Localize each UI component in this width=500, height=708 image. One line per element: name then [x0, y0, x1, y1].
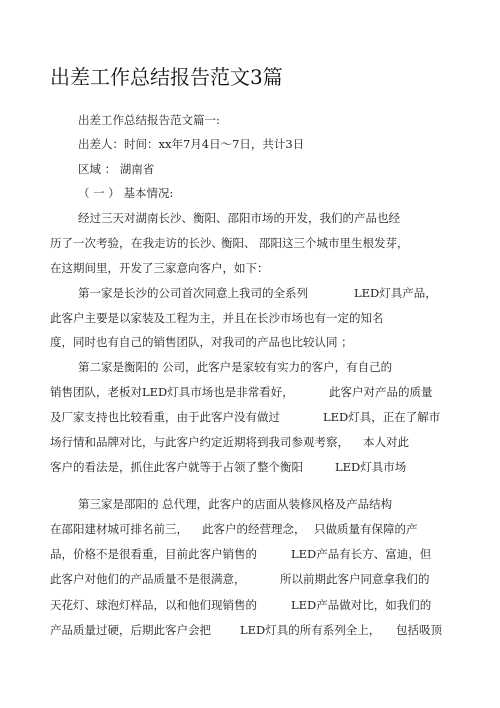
paragraph-line	[50, 409, 480, 425]
paragraph-line: 度，同时也有自己的销售团队，对我司的产品也比较认同 ；	[50, 335, 353, 349]
paragraph-line: 第三家是邵阳的 总代理，此客户的店面从装修风格及产品结构	[78, 497, 393, 511]
paragraph-line: 出差人：时间：xx年7月4日〜7日，共计3日	[78, 137, 305, 151]
text-segment: 品，价格不是很看重，目前此客户销售的	[50, 547, 257, 561]
paragraph-line	[50, 622, 490, 638]
paragraph-line: 第二家是衡阳的 公司，此客户是家较有实力的客户，有自己的	[78, 360, 393, 374]
paragraph-line: 此客户主要是以家装及工程为主，并且在长沙市场也有一定的知名	[50, 311, 384, 325]
text-segment: 及厂家支持也比较看重，由于此客户没有做过	[50, 410, 280, 424]
text-segment: 本人对此	[363, 435, 409, 449]
paragraph-line	[50, 546, 480, 562]
text-segment: 天花灯、球泡灯样品，以和他们现销售的	[50, 598, 257, 612]
paragraph-line	[50, 521, 480, 537]
text-segment: 在我走访的长沙、	[131, 236, 223, 250]
text-segment: LED灯具市场	[335, 460, 407, 474]
text-segment: 历了一次考验，	[50, 236, 131, 250]
paragraph-line: 出差工作总结报告范文篇一:	[78, 113, 220, 127]
paragraph-line	[78, 285, 478, 301]
text-segment: LED产品有长方、富迪，但	[291, 547, 432, 561]
text-segment: 此客户对他们的产品质量不是很满意，	[50, 572, 246, 586]
text-segment: 产品质量过硬，后期此客户会把	[50, 623, 211, 637]
text-segment: 此客户的经营理念，	[202, 522, 306, 536]
text-segment: 客户的看法是，抓住此客户就等于占领了整个衡阳	[50, 460, 303, 474]
text-segment: LED产品做对比，如我们的	[291, 598, 432, 612]
paragraph-line	[50, 597, 480, 613]
paragraph-line	[50, 459, 480, 475]
document-title: 出差工作总结报告范文3篇	[50, 65, 283, 89]
paragraph-line: 在这期间里，开发了三家意向客户，如下：	[50, 261, 269, 275]
text-segment: 销售团队，老板对LED灯具市场也是非常看好，	[50, 385, 294, 399]
text-segment: LED灯具的所有系列全上，	[240, 623, 381, 637]
paragraph-line: 经过三天对湖南长沙、衡阳、邵阳市场的开发，我们的产品也经	[78, 211, 400, 225]
text-segment: LED灯具产品，	[354, 286, 437, 300]
text-segment: 第一家是长沙的公司首次同意上我司的全系列	[78, 286, 308, 300]
paragraph-line	[50, 434, 480, 450]
text-segment: 邵阳这三个城市里生根发芽，	[259, 236, 409, 250]
paragraph-line: 区域 ： 湖南省	[78, 162, 155, 176]
text-segment: 衡阳、	[221, 236, 256, 250]
section-heading: （ 一 ） 基本情况:	[78, 186, 174, 200]
text-segment: 在邵阳建材城可排名前三，	[50, 522, 188, 536]
text-segment: 所以前期此客户同意拿我们的	[280, 572, 430, 586]
text-segment: 只做质量有保障的产	[314, 522, 418, 536]
paragraph-line	[50, 571, 480, 587]
paragraph-line	[50, 235, 470, 251]
text-segment: 场行情和品牌对比，与此客户约定近期将到我司参观考察，	[50, 435, 349, 449]
text-segment: LED灯具，正在了解市	[323, 410, 441, 424]
paragraph-line	[50, 384, 480, 400]
text-segment: 包括吸顶	[396, 623, 442, 637]
text-segment: 此客户对产品的质量	[329, 385, 433, 399]
